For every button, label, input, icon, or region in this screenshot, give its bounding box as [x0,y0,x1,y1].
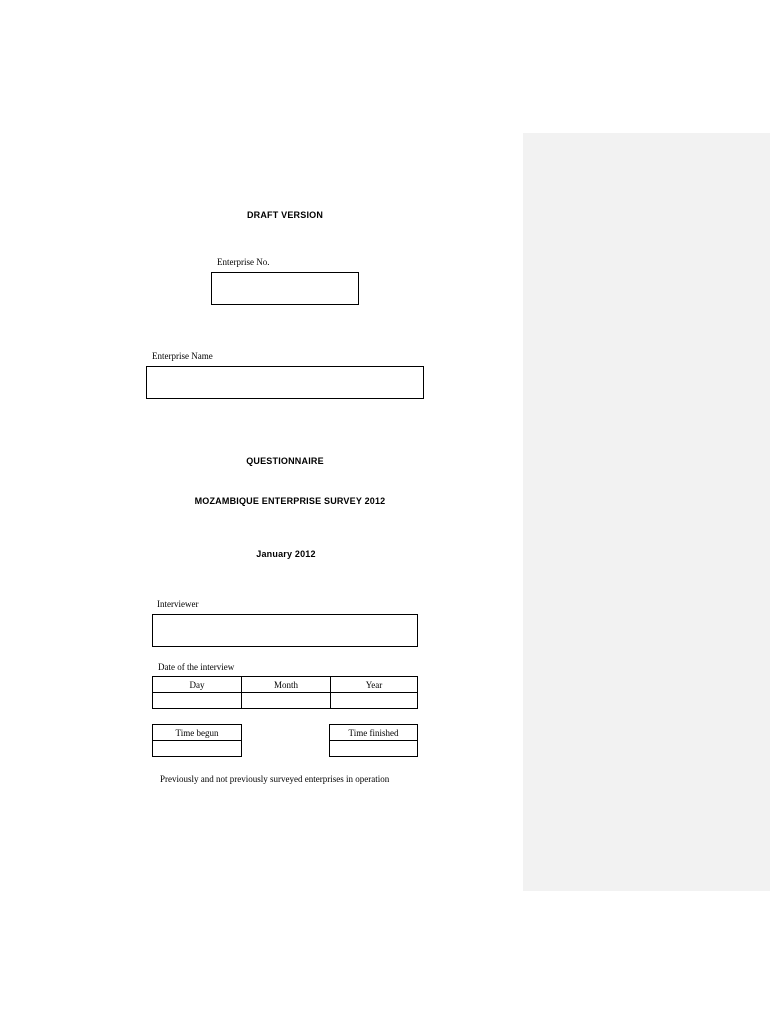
survey-date: January 2012 [256,549,316,559]
enterprise-no-label: Enterprise No. [217,257,270,267]
year-header: Year [331,677,418,693]
year-cell[interactable] [331,693,418,709]
table-row [153,677,418,693]
table-row [153,693,418,709]
date-of-interview-label: Date of the interview [158,662,235,672]
enterprise-name-field[interactable] [146,366,424,399]
footer-note: Previously and not previously surveyed enterprises in operation [160,774,390,784]
survey-title: MOZAMBIQUE ENTERPRISE SURVEY 2012 [194,496,386,506]
comment-pane [523,133,770,891]
table-row [153,741,242,757]
month-cell[interactable] [242,693,331,709]
interview-date-table [152,676,418,709]
time-finished-header: Time finished [330,725,418,741]
time-begun-table [152,724,242,757]
draft-version-heading: DRAFT VERSION [246,210,324,220]
table-row [153,725,242,741]
questionnaire-heading: QUESTIONNAIRE [246,456,324,466]
time-finished-cell[interactable] [330,741,418,757]
interviewer-field[interactable] [152,614,418,647]
day-cell[interactable] [153,693,242,709]
enterprise-no-field[interactable] [211,272,359,305]
time-begun-cell[interactable] [153,741,242,757]
table-row [330,741,418,757]
time-begun-header: Time begun [153,725,242,741]
month-header: Month [242,677,331,693]
enterprise-name-label: Enterprise Name [152,351,213,361]
interviewer-label: Interviewer [157,599,199,609]
table-row [330,725,418,741]
day-header: Day [153,677,242,693]
time-finished-table [329,724,418,757]
